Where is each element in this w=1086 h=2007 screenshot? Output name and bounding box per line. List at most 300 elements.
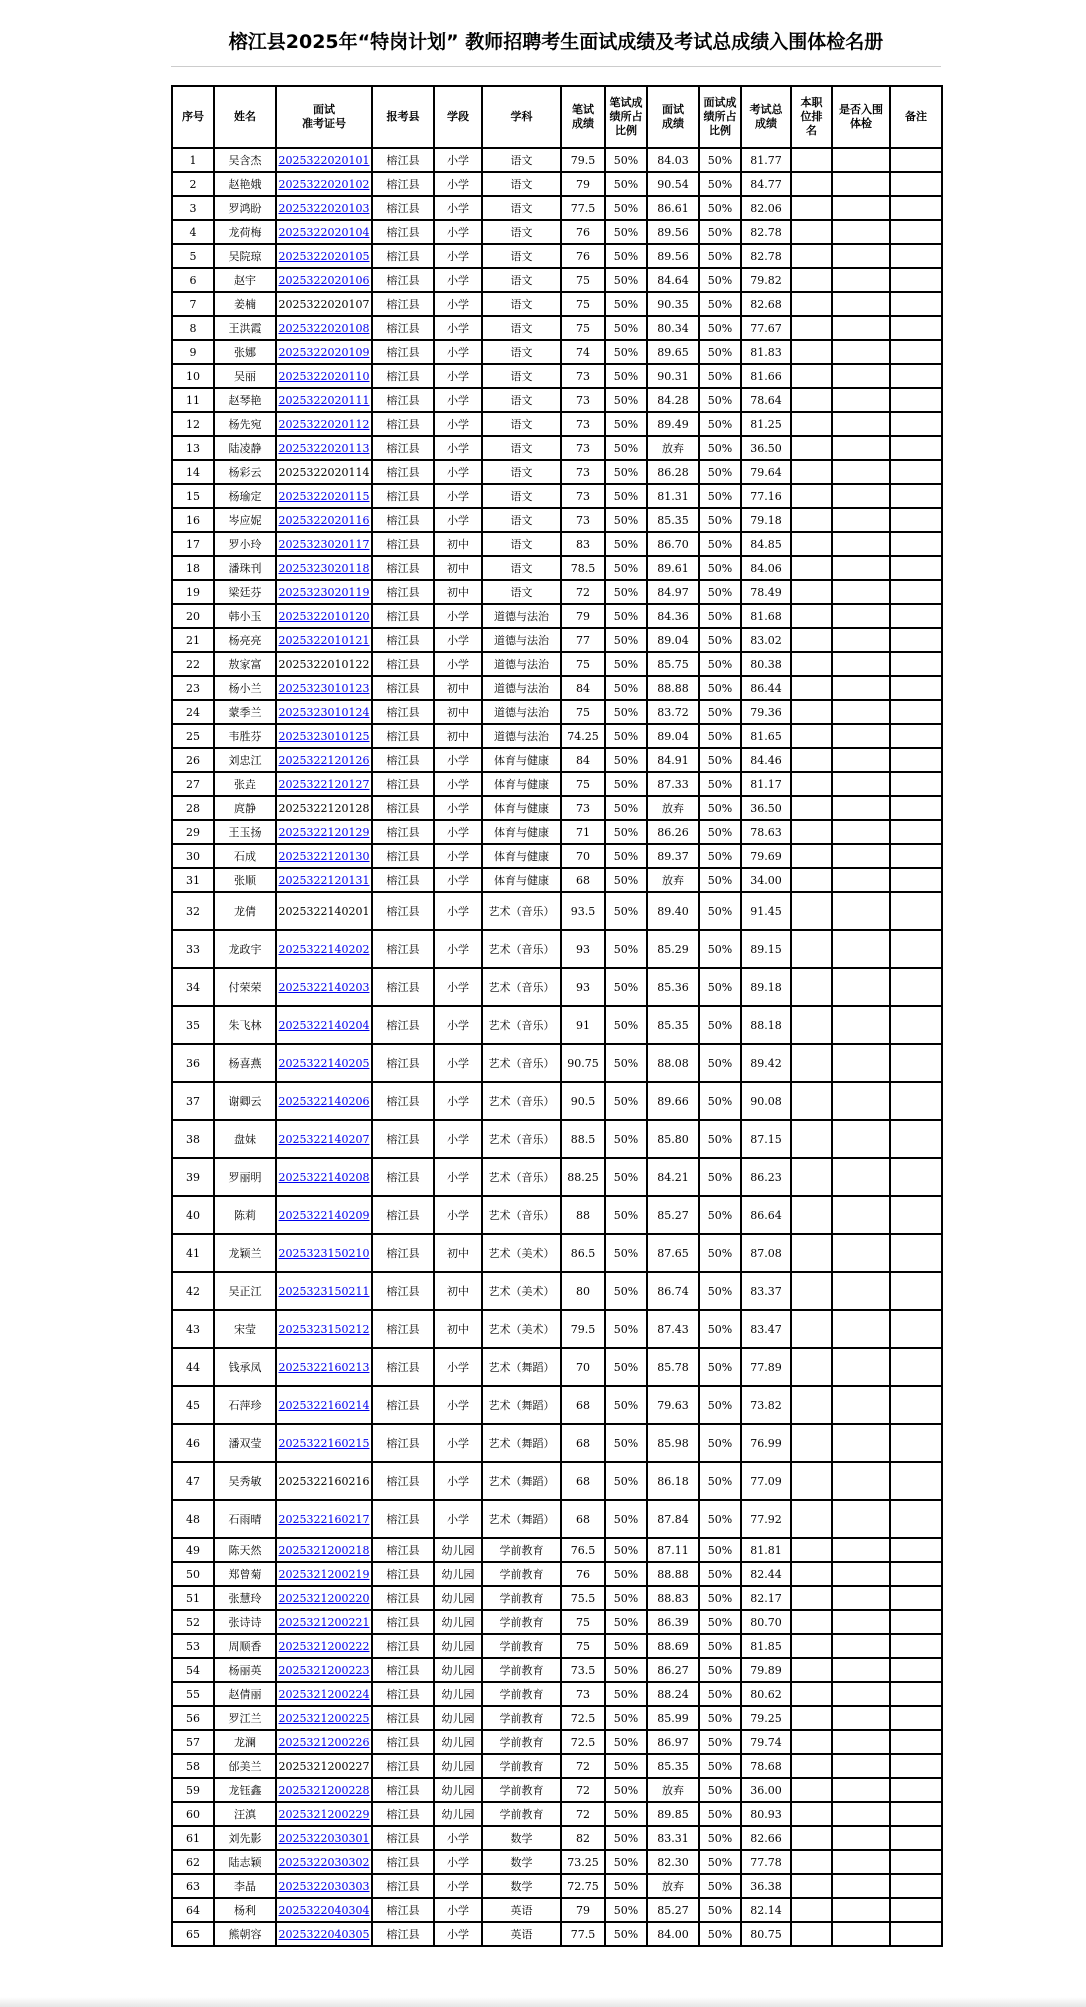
exam-number-link[interactable]: 2025322140209	[278, 1208, 370, 1222]
cell-total: 84.06	[741, 556, 791, 580]
cell-seq: 29	[172, 820, 214, 844]
cell-interview-ratio: 50%	[699, 772, 741, 796]
cell-remark	[890, 892, 942, 930]
cell-written-ratio: 50%	[605, 220, 647, 244]
cell-subject: 语文	[482, 196, 561, 220]
cell-county: 榕江县	[372, 364, 434, 388]
table-row	[172, 1196, 942, 1234]
cell-physical	[832, 580, 890, 604]
cell-name: 杨先宛	[214, 412, 276, 436]
cell-written-ratio: 50%	[605, 556, 647, 580]
cell-physical	[832, 220, 890, 244]
cell-county: 榕江县	[372, 748, 434, 772]
cell-name: 王洪霞	[214, 316, 276, 340]
cell-name: 岑应妮	[214, 508, 276, 532]
cell-exam-no	[276, 1462, 372, 1500]
cell-total: 80.70	[741, 1610, 791, 1634]
cell-written-ratio: 50%	[605, 1006, 647, 1044]
cell-subject: 艺术（音乐）	[482, 1158, 561, 1196]
cell-interview-ratio: 50%	[699, 196, 741, 220]
table-row	[172, 844, 942, 868]
exam-number-link[interactable]: 2025322140204	[278, 1018, 370, 1032]
cell-written-ratio: 50%	[605, 268, 647, 292]
table-row	[172, 1082, 942, 1120]
cell-written-ratio: 50%	[605, 148, 647, 172]
cell-interview: 84.36	[647, 604, 699, 628]
exam-number-link[interactable]: 2025321200225	[278, 1711, 370, 1725]
cell-county: 榕江县	[372, 1874, 434, 1898]
exam-number-link[interactable]: 2025323020117	[278, 537, 370, 551]
cell-physical	[832, 148, 890, 172]
exam-number-link[interactable]: 2025322020116	[278, 513, 370, 527]
cell-exam-no	[276, 1562, 372, 1586]
cell-interview: 87.84	[647, 1500, 699, 1538]
exam-number-link[interactable]: 2025322140206	[278, 1094, 370, 1108]
cell-subject: 数学	[482, 1874, 561, 1898]
cell-rank	[791, 580, 832, 604]
cell-physical	[832, 1778, 890, 1802]
cell-interview: 89.37	[647, 844, 699, 868]
cell-remark	[890, 364, 942, 388]
cell-physical	[832, 1120, 890, 1158]
cell-name: 石雨晴	[214, 1500, 276, 1538]
exam-number-link[interactable]: 2025322020103	[278, 201, 370, 215]
cell-physical	[832, 292, 890, 316]
table-row	[172, 604, 942, 628]
cell-rank	[791, 1562, 832, 1586]
cell-level: 小学	[434, 340, 482, 364]
cell-physical	[832, 364, 890, 388]
cell-written: 80	[561, 1272, 605, 1310]
exam-number-link[interactable]: 2025321200220	[278, 1591, 370, 1605]
cell-exam-no	[276, 268, 372, 292]
cell-rank	[791, 268, 832, 292]
exam-number-link[interactable]: 2025323010124	[278, 705, 370, 719]
cell-subject: 艺术（美术）	[482, 1234, 561, 1272]
cell-name: 赵琴艳	[214, 388, 276, 412]
cell-total: 81.65	[741, 724, 791, 748]
cell-rank	[791, 1538, 832, 1562]
cell-interview: 89.85	[647, 1802, 699, 1826]
table-row	[172, 968, 942, 1006]
cell-interview-ratio: 50%	[699, 1682, 741, 1706]
exam-number-link[interactable]: 2025322030301	[278, 1831, 370, 1845]
exam-number-link[interactable]: 2025322010121	[278, 633, 370, 647]
cell-physical	[832, 1898, 890, 1922]
exam-number-link[interactable]: 2025321200228	[278, 1783, 370, 1797]
cell-remark	[890, 484, 942, 508]
exam-number-link[interactable]: 2025322040304	[278, 1903, 370, 1917]
header-interview: 面试 成绩	[647, 86, 699, 148]
cell-written: 75.5	[561, 1586, 605, 1610]
cell-exam-no	[276, 412, 372, 436]
cell-written: 86.5	[561, 1234, 605, 1272]
table-row	[172, 772, 942, 796]
cell-subject: 学前教育	[482, 1610, 561, 1634]
cell-name: 张垚	[214, 772, 276, 796]
exam-number-link[interactable]: 2025321200221	[278, 1615, 370, 1629]
cell-written-ratio: 50%	[605, 1850, 647, 1874]
exam-number-link[interactable]: 2025323020118	[278, 561, 370, 575]
exam-number-link[interactable]: 2025322120131	[278, 873, 370, 887]
cell-rank	[791, 930, 832, 968]
cell-subject: 道德与法治	[482, 724, 561, 748]
cell-physical	[832, 1044, 890, 1082]
cell-written-ratio: 50%	[605, 1586, 647, 1610]
cell-written-ratio: 50%	[605, 930, 647, 968]
cell-interview-ratio: 50%	[699, 268, 741, 292]
exam-number-link[interactable]: 2025321200218	[278, 1543, 370, 1557]
exam-number-link[interactable]: 2025322030302	[278, 1855, 370, 1869]
cell-rank	[791, 1754, 832, 1778]
cell-physical	[832, 340, 890, 364]
table-row	[172, 1658, 942, 1682]
cell-exam-no	[276, 844, 372, 868]
exam-number-link[interactable]: 2025322030303	[278, 1879, 370, 1893]
cell-physical	[832, 820, 890, 844]
cell-written-ratio: 50%	[605, 1234, 647, 1272]
cell-remark	[890, 930, 942, 968]
cell-name: 刘忠江	[214, 748, 276, 772]
cell-physical	[832, 1500, 890, 1538]
cell-name: 宋莹	[214, 1310, 276, 1348]
cell-county: 榕江县	[372, 1682, 434, 1706]
table-row	[172, 244, 942, 268]
exam-number-link[interactable]: 2025323010125	[278, 729, 370, 743]
cell-name: 杨丽英	[214, 1658, 276, 1682]
cell-subject: 艺术（音乐）	[482, 968, 561, 1006]
table-row	[172, 1348, 942, 1386]
cell-name: 韩小玉	[214, 604, 276, 628]
cell-level: 初中	[434, 1234, 482, 1272]
cell-written: 93	[561, 968, 605, 1006]
cell-name: 龙颖兰	[214, 1234, 276, 1272]
exam-number-link[interactable]: 2025322160215	[278, 1436, 370, 1450]
exam-number-link[interactable]: 2025322160213	[278, 1360, 370, 1374]
exam-number-link[interactable]: 2025322020106	[278, 273, 370, 287]
cell-county: 榕江县	[372, 1158, 434, 1196]
cell-total: 78.68	[741, 1754, 791, 1778]
cell-written: 73	[561, 388, 605, 412]
cell-total: 80.93	[741, 1802, 791, 1826]
cell-remark	[890, 532, 942, 556]
exam-number-link[interactable]: 2025322010120	[278, 609, 370, 623]
cell-written-ratio: 50%	[605, 364, 647, 388]
cell-exam-no	[276, 196, 372, 220]
cell-seq: 17	[172, 532, 214, 556]
cell-exam-no	[276, 1730, 372, 1754]
cell-remark	[890, 1922, 942, 1946]
cell-interview-ratio: 50%	[699, 172, 741, 196]
cell-physical	[832, 196, 890, 220]
cell-physical	[832, 1802, 890, 1826]
cell-rank	[791, 1272, 832, 1310]
exam-number-link[interactable]: 2025322020115	[278, 489, 370, 503]
cell-exam-no	[276, 1634, 372, 1658]
exam-number-link[interactable]: 2025323150211	[278, 1284, 370, 1298]
cell-name: 张诗诗	[214, 1610, 276, 1634]
cell-written: 79.5	[561, 148, 605, 172]
cell-level: 小学	[434, 1196, 482, 1234]
header-row	[172, 86, 942, 148]
cell-rank	[791, 340, 832, 364]
table-row	[172, 1778, 942, 1802]
cell-rank	[791, 1586, 832, 1610]
cell-seq: 28	[172, 796, 214, 820]
cell-interview: 85.27	[647, 1196, 699, 1234]
cell-interview: 85.35	[647, 508, 699, 532]
cell-written-ratio: 50%	[605, 1348, 647, 1386]
exam-number-link[interactable]: 2025321200224	[278, 1687, 370, 1701]
cell-written: 72	[561, 1778, 605, 1802]
cell-written-ratio: 50%	[605, 532, 647, 556]
cell-level: 小学	[434, 652, 482, 676]
cell-level: 小学	[434, 844, 482, 868]
exam-number-link[interactable]: 2025322020113	[278, 441, 370, 455]
exam-number-link[interactable]: 2025322120129	[278, 825, 370, 839]
exam-number-link[interactable]: 2025322020109	[278, 345, 370, 359]
table-row	[172, 1874, 942, 1898]
cell-written: 72	[561, 580, 605, 604]
cell-name: 杨瑜定	[214, 484, 276, 508]
cell-physical	[832, 484, 890, 508]
cell-county: 榕江县	[372, 460, 434, 484]
exam-number-link[interactable]: 2025322040305	[278, 1927, 370, 1941]
exam-number-link[interactable]: 2025322020102	[278, 177, 370, 191]
exam-number-link[interactable]: 2025322120130	[278, 849, 370, 863]
cell-county: 榕江县	[372, 412, 434, 436]
cell-interview: 90.54	[647, 172, 699, 196]
cell-exam-no	[276, 1682, 372, 1706]
cell-written: 90.75	[561, 1044, 605, 1082]
exam-number-link[interactable]: 2025322140203	[278, 980, 370, 994]
cell-remark	[890, 604, 942, 628]
cell-seq: 27	[172, 772, 214, 796]
cell-level: 幼儿园	[434, 1802, 482, 1826]
cell-interview-ratio: 50%	[699, 1424, 741, 1462]
cell-name: 罗丽明	[214, 1158, 276, 1196]
cell-total: 88.18	[741, 1006, 791, 1044]
exam-number-link[interactable]: 2025321200222	[278, 1639, 370, 1653]
cell-interview-ratio: 50%	[699, 868, 741, 892]
cell-written: 75	[561, 652, 605, 676]
exam-number-link[interactable]: 2025322020105	[278, 249, 370, 263]
cell-subject: 艺术（音乐）	[482, 1044, 561, 1082]
cell-exam-no	[276, 316, 372, 340]
cell-physical	[832, 1874, 890, 1898]
cell-seq: 64	[172, 1898, 214, 1922]
cell-subject: 学前教育	[482, 1538, 561, 1562]
exam-number-link[interactable]: 2025321200223	[278, 1663, 370, 1677]
cell-level: 小学	[434, 796, 482, 820]
cell-subject: 数学	[482, 1826, 561, 1850]
cell-interview-ratio: 50%	[699, 556, 741, 580]
cell-county: 榕江县	[372, 724, 434, 748]
table-row	[172, 628, 942, 652]
cell-physical	[832, 652, 890, 676]
cell-total: 36.50	[741, 796, 791, 820]
cell-written-ratio: 50%	[605, 1386, 647, 1424]
cell-total: 81.83	[741, 340, 791, 364]
cell-interview: 84.28	[647, 388, 699, 412]
header-written: 笔试 成绩	[561, 86, 605, 148]
cell-physical	[832, 772, 890, 796]
cell-remark	[890, 676, 942, 700]
exam-number-link[interactable]: 2025323010123	[278, 681, 370, 695]
exam-number-link[interactable]: 2025322120126	[278, 753, 370, 767]
cell-interview-ratio: 50%	[699, 748, 741, 772]
cell-name: 张顺	[214, 868, 276, 892]
cell-level: 初中	[434, 532, 482, 556]
cell-written: 88	[561, 1196, 605, 1234]
exam-number-link[interactable]: 2025321200226	[278, 1735, 370, 1749]
cell-total: 77.67	[741, 316, 791, 340]
header-exam-no: 面试 准考证号	[276, 86, 372, 148]
cell-interview-ratio: 50%	[699, 968, 741, 1006]
cell-total: 78.64	[741, 388, 791, 412]
cell-level: 初中	[434, 676, 482, 700]
cell-name: 赵宇	[214, 268, 276, 292]
exam-number-link[interactable]: 2025322020108	[278, 321, 370, 335]
cell-rank	[791, 1082, 832, 1120]
cell-written: 72	[561, 1802, 605, 1826]
cell-written-ratio: 50%	[605, 1874, 647, 1898]
cell-physical	[832, 556, 890, 580]
exam-number-link[interactable]: 2025322020101	[278, 153, 370, 167]
cell-remark	[890, 1634, 942, 1658]
exam-number-link[interactable]: 2025323150212	[278, 1322, 370, 1336]
cell-remark	[890, 268, 942, 292]
cell-rank	[791, 1826, 832, 1850]
cell-county: 榕江县	[372, 388, 434, 412]
cell-name: 李晶	[214, 1874, 276, 1898]
cell-subject: 道德与法治	[482, 700, 561, 724]
cell-physical	[832, 748, 890, 772]
exam-number-link[interactable]: 2025322120127	[278, 777, 370, 791]
cell-remark	[890, 1310, 942, 1348]
exam-number-link[interactable]: 2025323150210	[278, 1246, 370, 1260]
cell-physical	[832, 628, 890, 652]
cell-written: 74	[561, 340, 605, 364]
exam-number-link[interactable]: 2025322160217	[278, 1512, 370, 1526]
cell-total: 82.44	[741, 1562, 791, 1586]
cell-seq: 14	[172, 460, 214, 484]
exam-number-link[interactable]: 2025322020104	[278, 225, 370, 239]
cell-total: 83.37	[741, 1272, 791, 1310]
cell-remark	[890, 1424, 942, 1462]
cell-seq: 55	[172, 1682, 214, 1706]
cell-county: 榕江县	[372, 220, 434, 244]
cell-interview-ratio: 50%	[699, 148, 741, 172]
cell-level: 小学	[434, 388, 482, 412]
cell-written-ratio: 50%	[605, 172, 647, 196]
cell-name: 吴秀敏	[214, 1462, 276, 1500]
exam-number-link[interactable]: 2025322020111	[278, 393, 370, 407]
cell-physical	[832, 1922, 890, 1946]
cell-exam-no	[276, 700, 372, 724]
cell-level: 小学	[434, 484, 482, 508]
cell-name: 石萍珍	[214, 1386, 276, 1424]
table-row	[172, 868, 942, 892]
table-row	[172, 1754, 942, 1778]
exam-number-link[interactable]: 2025322140202	[278, 942, 370, 956]
cell-remark	[890, 1658, 942, 1682]
cell-name: 杨彩云	[214, 460, 276, 484]
exam-number-link[interactable]: 2025322140208	[278, 1170, 370, 1184]
cell-name: 赵艳娥	[214, 172, 276, 196]
cell-remark	[890, 196, 942, 220]
cell-seq: 54	[172, 1658, 214, 1682]
cell-total: 77.09	[741, 1462, 791, 1500]
cell-interview: 85.35	[647, 1754, 699, 1778]
exam-number-link[interactable]: 2025322140207	[278, 1132, 370, 1146]
table-row	[172, 460, 942, 484]
cell-exam-no	[276, 1234, 372, 1272]
cell-subject: 艺术（舞蹈）	[482, 1348, 561, 1386]
cell-written: 84	[561, 748, 605, 772]
cell-county: 榕江县	[372, 700, 434, 724]
cell-subject: 学前教育	[482, 1706, 561, 1730]
cell-county: 榕江县	[372, 1850, 434, 1874]
cell-subject: 语文	[482, 580, 561, 604]
cell-subject: 语文	[482, 244, 561, 268]
cell-interview-ratio: 50%	[699, 1658, 741, 1682]
cell-name: 陆凌静	[214, 436, 276, 460]
cell-interview: 85.80	[647, 1120, 699, 1158]
cell-total: 79.82	[741, 268, 791, 292]
exam-number-text: 2025322160216	[278, 1474, 370, 1488]
cell-remark	[890, 1500, 942, 1538]
cell-total: 79.64	[741, 460, 791, 484]
cell-county: 榕江县	[372, 1730, 434, 1754]
exam-number-link[interactable]: 2025322020110	[278, 369, 370, 383]
exam-number-link[interactable]: 2025323020119	[278, 585, 370, 599]
cell-total: 77.89	[741, 1348, 791, 1386]
exam-number-link[interactable]: 2025321200219	[278, 1567, 370, 1581]
cell-remark	[890, 1462, 942, 1500]
cell-interview-ratio: 50%	[699, 1348, 741, 1386]
cell-physical	[832, 1730, 890, 1754]
cell-written-ratio: 50%	[605, 244, 647, 268]
cell-seq: 36	[172, 1044, 214, 1082]
cell-subject: 语文	[482, 412, 561, 436]
cell-interview-ratio: 50%	[699, 1610, 741, 1634]
cell-interview-ratio: 50%	[699, 1158, 741, 1196]
exam-number-link[interactable]: 2025322160214	[278, 1398, 370, 1412]
cell-seq: 16	[172, 508, 214, 532]
exam-number-link[interactable]: 2025321200229	[278, 1807, 370, 1821]
cell-name: 庹静	[214, 796, 276, 820]
table-row	[172, 1586, 942, 1610]
cell-subject: 艺术（音乐）	[482, 1082, 561, 1120]
cell-interview: 81.31	[647, 484, 699, 508]
cell-county: 榕江县	[372, 316, 434, 340]
cell-interview: 放弃	[647, 436, 699, 460]
cell-written-ratio: 50%	[605, 652, 647, 676]
cell-total: 80.38	[741, 652, 791, 676]
cell-interview-ratio: 50%	[699, 1044, 741, 1082]
exam-number-link[interactable]: 2025322140205	[278, 1056, 370, 1070]
cell-total: 79.18	[741, 508, 791, 532]
exam-number-link[interactable]: 2025322020112	[278, 417, 370, 431]
cell-interview-ratio: 50%	[699, 1850, 741, 1874]
cell-written-ratio: 50%	[605, 724, 647, 748]
cell-physical	[832, 1196, 890, 1234]
cell-level: 小学	[434, 1044, 482, 1082]
cell-exam-no	[276, 604, 372, 628]
cell-remark	[890, 508, 942, 532]
cell-written-ratio: 50%	[605, 1658, 647, 1682]
